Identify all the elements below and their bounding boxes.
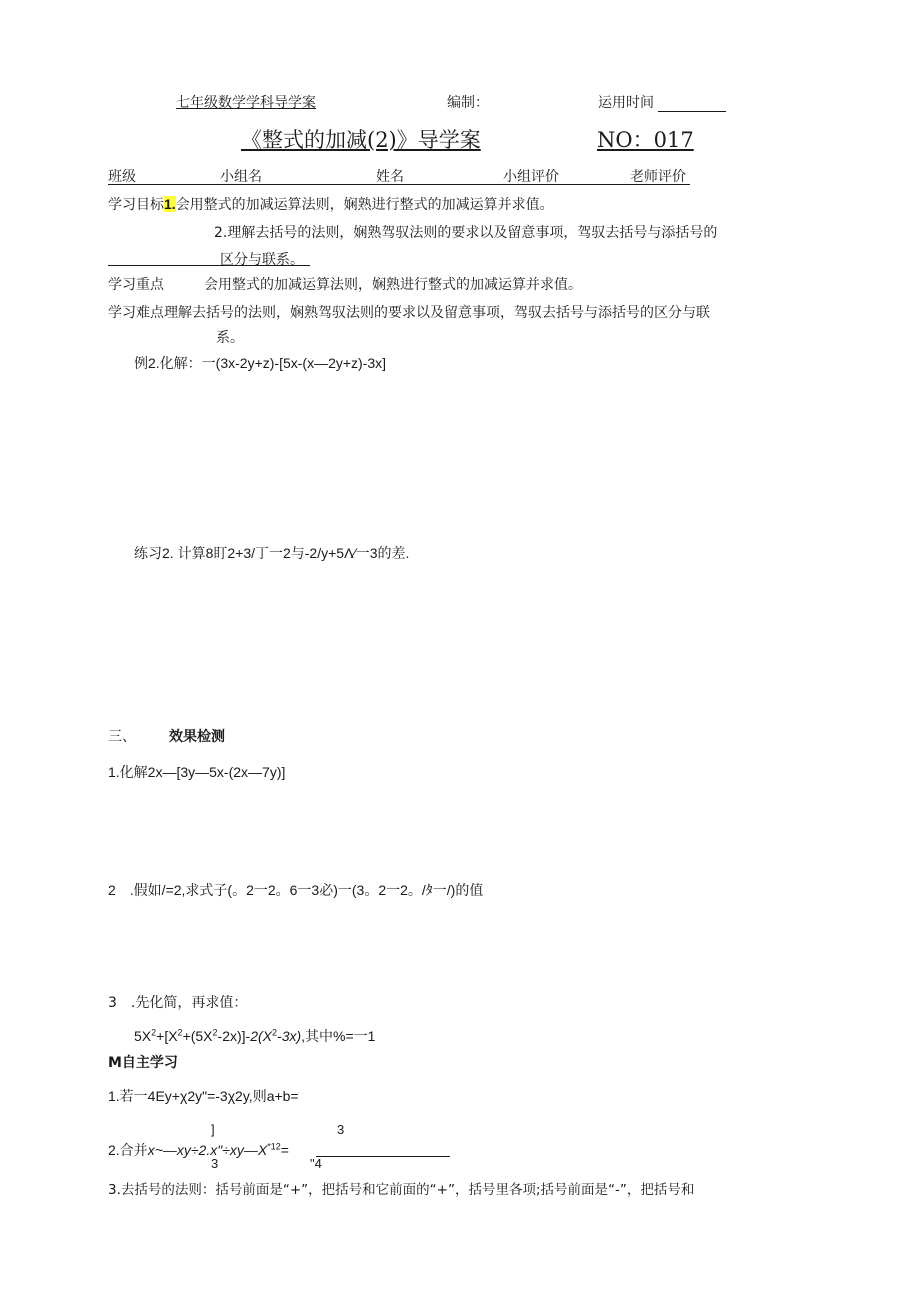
objectives-item1-num: 1. [164, 196, 176, 212]
self-study-item-3: 3.去括号的法则：括号前面是“+”，把括号和它前面的“+”，括号里各项;括号前面是“-”，把括号和 [108, 1182, 695, 1198]
header-time [598, 92, 726, 112]
label-teacher-eval: 老师评价 [630, 169, 686, 185]
item2-expression: x~—xy÷2.x"÷xy—X [147, 1142, 268, 1158]
expr-part: 2(X [250, 1028, 273, 1044]
self-study-item-2-top-1: ] [211, 1122, 215, 1137]
difficulty-cont: 系。 [216, 330, 244, 346]
section-3-number: 三、 [108, 729, 136, 745]
page-title-text: 《整式的加减(2)》导学案 [241, 128, 481, 152]
label-class: 班级 [108, 169, 136, 185]
label-group-eval: 小组评价 [503, 169, 559, 185]
expr-part: -3x) [277, 1028, 302, 1044]
time-blank [658, 97, 726, 112]
question-3: 3 .先化简，再求值： [108, 995, 248, 1011]
self-study-item-2-answer-line [316, 1156, 450, 1157]
difficulty-text: 学习难点理解去括号的法则，娴熟驾驭法则的要求以及留意事项，驾驭去括号与添括号的区分与联 [108, 305, 710, 321]
question-1: 1.化解2x—[3y—5x-(2x—7y)] [108, 764, 286, 780]
objectives-line1 [108, 194, 554, 214]
expr-part: +[X [156, 1028, 178, 1044]
header-subject [176, 92, 316, 112]
example-2: 例2.化解：一(3x-2y+z)-[5x-(x—2y+z)-3x] [134, 355, 387, 371]
question-2: 2 .假如/=2,求式子(。2一2。6一3必)一(3。2一2。/ﾀ一/)的值 [108, 882, 484, 898]
expr-sup: 2 [177, 1027, 183, 1038]
expr-part: +(5X [182, 1028, 213, 1044]
expr-sup: 2 [151, 1027, 157, 1038]
objectives-item2-cont: 区分与联系。 [220, 252, 304, 268]
doc-number-text: NO：017 [597, 128, 694, 152]
objectives-label: 学习目标 [108, 197, 164, 213]
expr-part: -2x)]- [217, 1028, 251, 1044]
expr-sup: 2 [272, 1027, 278, 1038]
item2-equals: = [280, 1142, 289, 1158]
header-compiler-label: 编制： [447, 95, 489, 111]
item2-prefix: 2.合并 [108, 1142, 148, 1158]
item2-sup: *12 [267, 1141, 281, 1152]
question-3-expression [134, 1026, 375, 1046]
header-time-label: 运用时间 [598, 95, 654, 111]
self-study-item-2-bottom-1: 3 [211, 1156, 219, 1171]
key-point-text: 会用整式的加减运算法则，娴熟进行整式的加减运算并求值。 [204, 277, 582, 293]
expr-part: ,其中%=一1 [301, 1028, 376, 1044]
expr-sup: 2 [212, 1027, 218, 1038]
objectives-item2: 2.理解去括号的法则，娴熟驾驭法则的要求以及留意事项，驾驭去括号与添括号的 [214, 225, 718, 241]
label-name: 姓名 [376, 169, 404, 185]
page-title [241, 124, 481, 154]
self-study-item-2-top-2: 3 [337, 1122, 345, 1137]
practice-2: 练习2. 计算8盯2+3/丁一2与-2/y+5Λ∕一3的差. [134, 545, 410, 561]
section-3-title: 效果检测 [169, 729, 225, 745]
self-study-title: M自主学习 [108, 1055, 178, 1071]
key-point-label: 学习重点 [108, 277, 164, 293]
header-subject-text: 七年级数学学科导学案 [176, 95, 316, 111]
expr-part: 5X [134, 1028, 152, 1044]
evaluation-underline [108, 184, 690, 185]
self-study-item-1: 1.若一4Ey+χ2y"=-3χ2y,则a+b= [108, 1088, 299, 1104]
objectives-item1-text: 会用整式的加减运算法则，娴熟进行整式的加减运算并求值。 [175, 197, 554, 213]
self-study-item-2 [108, 1140, 289, 1160]
doc-number [597, 124, 694, 154]
self-study-item-2-bottom-2: "4 [310, 1156, 322, 1171]
label-group-name: 小组名 [220, 169, 262, 185]
